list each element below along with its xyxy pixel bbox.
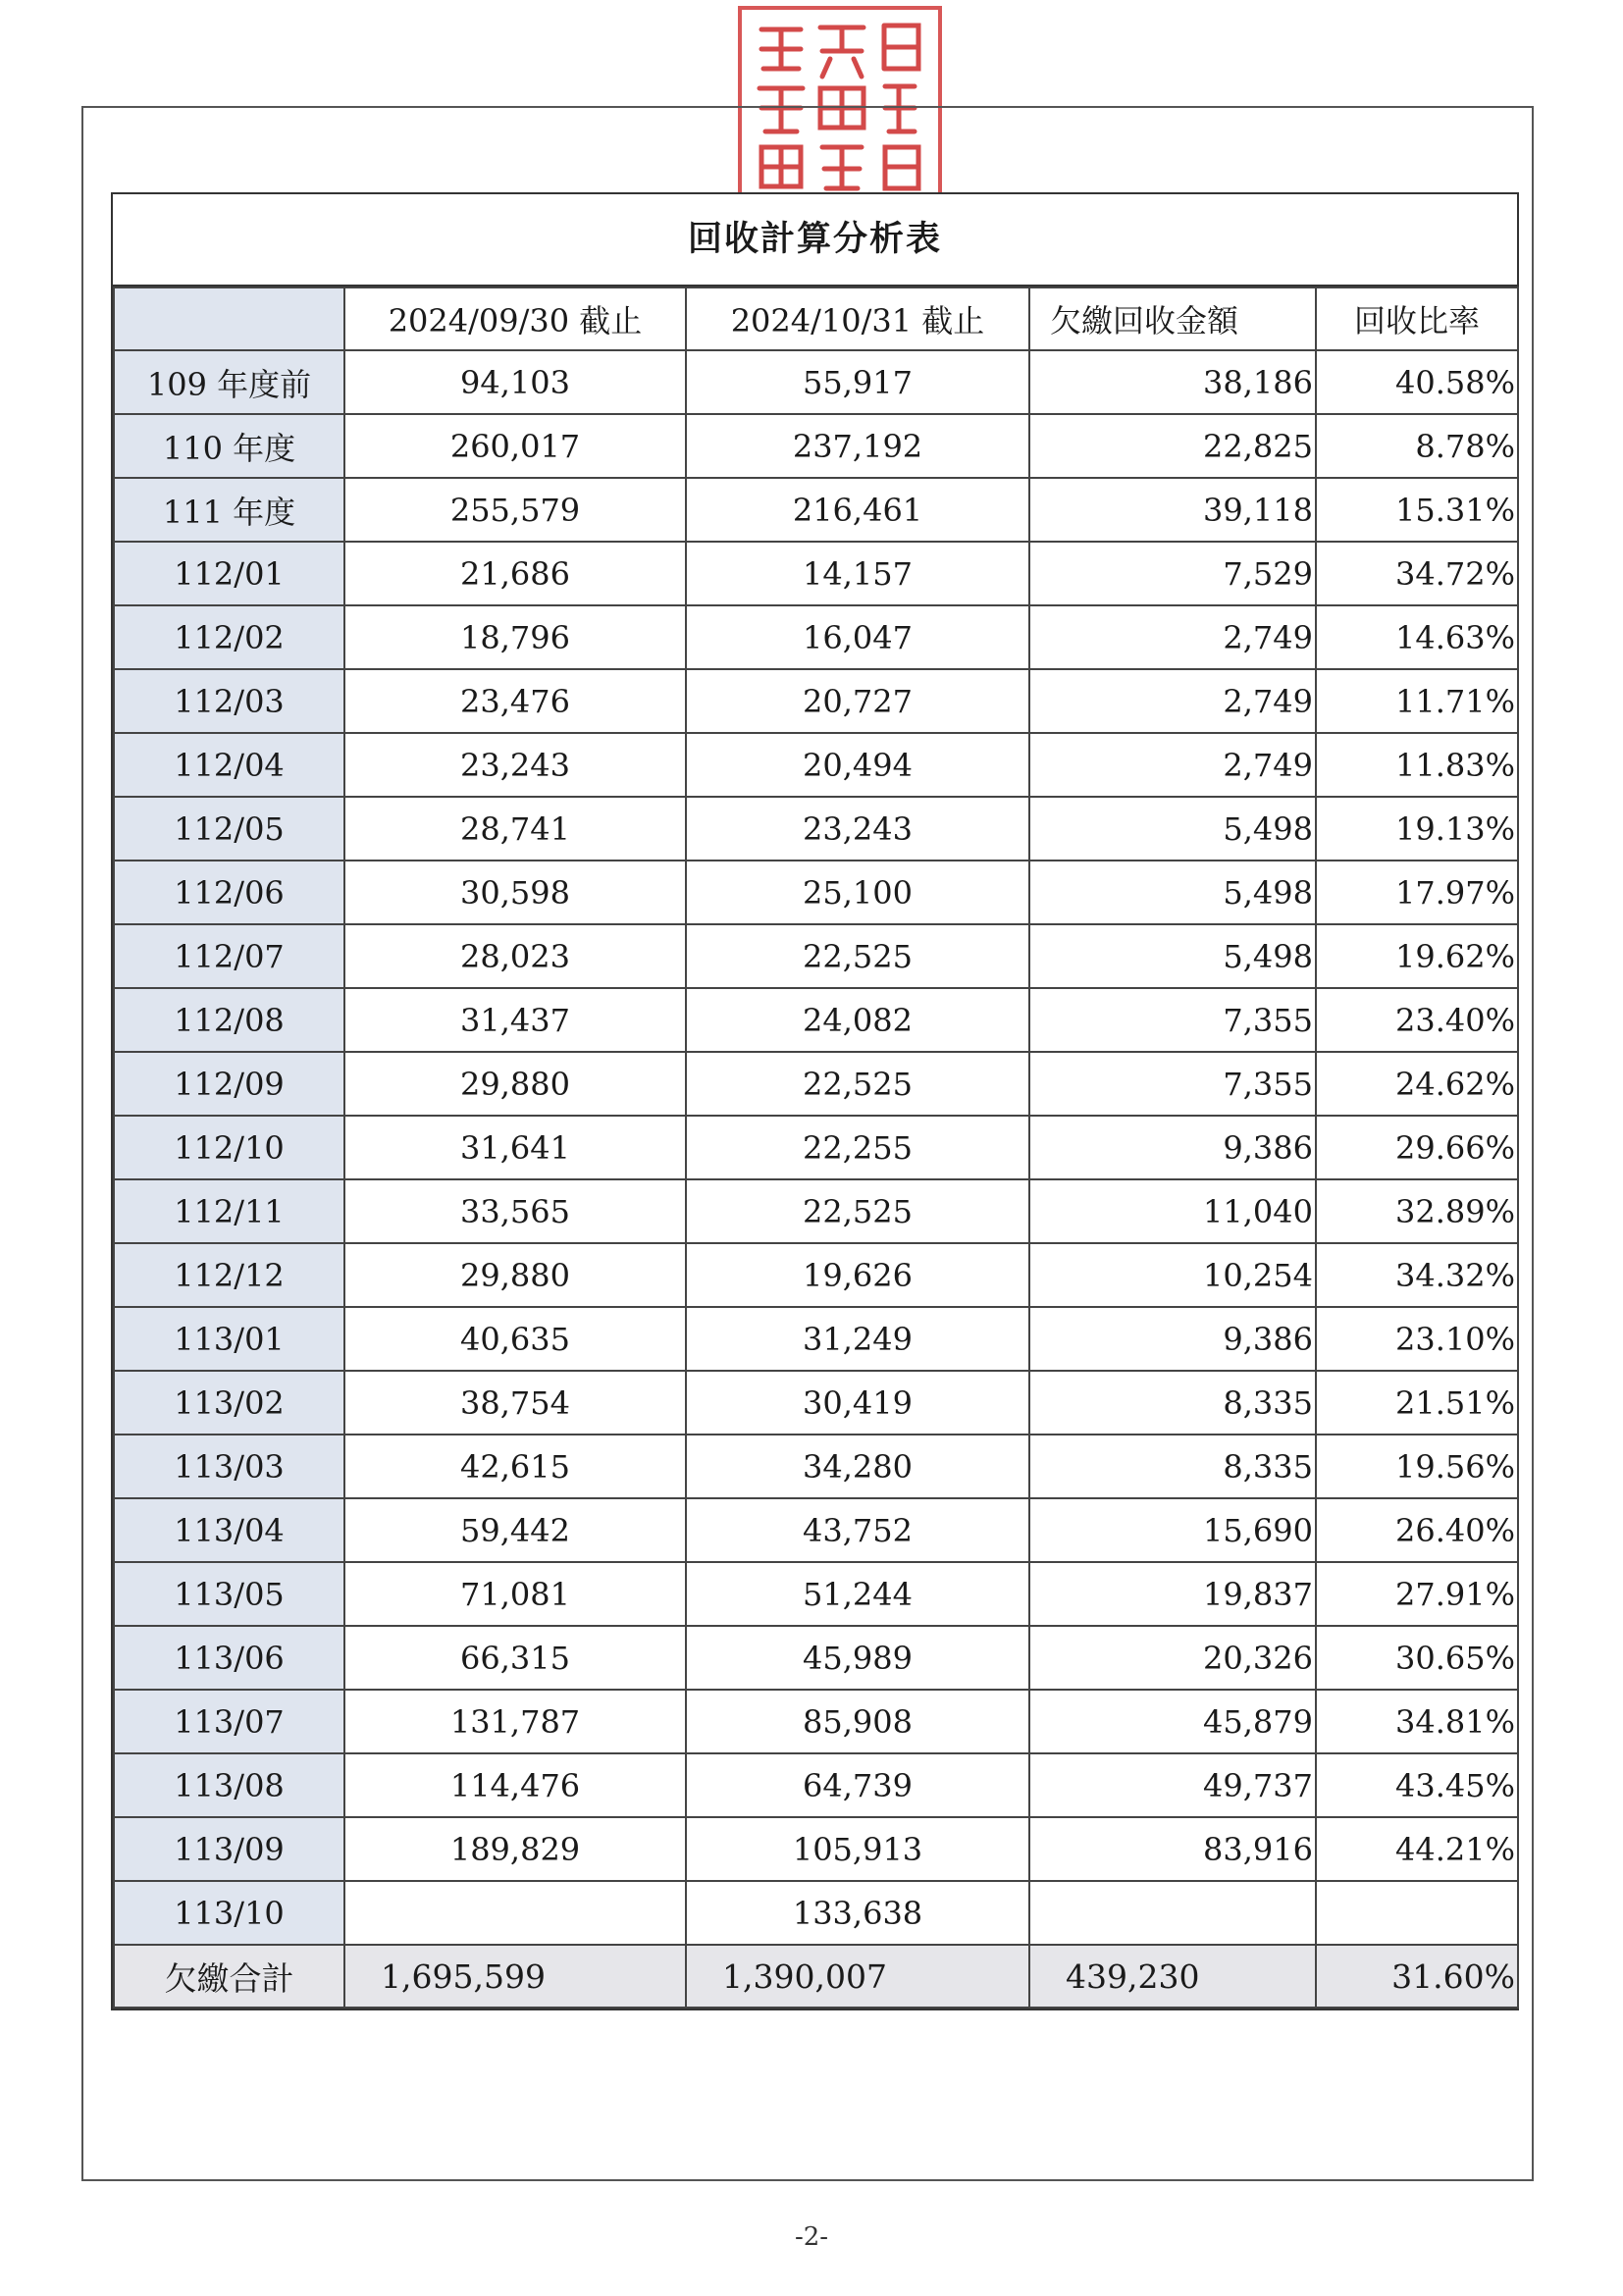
row-as-of-0930: 38,754 <box>344 1371 686 1435</box>
row-as-of-0930: 255,579 <box>344 478 686 542</box>
table-row <box>114 797 1518 861</box>
row-recovery-rate: 11.71% <box>1316 669 1518 733</box>
row-period: 112/06 <box>114 861 344 924</box>
row-recovered-amount: 8,335 <box>1029 1371 1316 1435</box>
total-as-of-1031: 1,390,007 <box>686 1945 1029 2008</box>
row-period: 113/08 <box>114 1753 344 1817</box>
table-row <box>114 1626 1518 1690</box>
row-recovered-amount: 83,916 <box>1029 1817 1316 1881</box>
row-recovered-amount <box>1029 1881 1316 1945</box>
row-recovery-rate: 44.21% <box>1316 1817 1518 1881</box>
row-as-of-1031: 20,727 <box>686 669 1029 733</box>
row-recovery-rate: 34.32% <box>1316 1243 1518 1307</box>
row-period: 110 年度 <box>114 414 344 478</box>
header-period <box>114 287 344 350</box>
row-recovery-rate: 19.62% <box>1316 924 1518 988</box>
row-as-of-0930: 131,787 <box>344 1690 686 1753</box>
row-as-of-0930: 31,641 <box>344 1116 686 1179</box>
row-as-of-1031: 45,989 <box>686 1626 1029 1690</box>
row-period: 113/10 <box>114 1881 344 1945</box>
table-row <box>114 1307 1518 1371</box>
row-recovery-rate: 27.91% <box>1316 1562 1518 1626</box>
row-recovered-amount: 15,690 <box>1029 1498 1316 1562</box>
row-recovered-amount: 39,118 <box>1029 478 1316 542</box>
row-as-of-1031: 216,461 <box>686 478 1029 542</box>
table-row <box>114 1881 1518 1945</box>
row-recovered-amount: 2,749 <box>1029 605 1316 669</box>
row-as-of-1031: 14,157 <box>686 542 1029 605</box>
row-recovery-rate: 23.40% <box>1316 988 1518 1052</box>
table-row <box>114 1817 1518 1881</box>
row-as-of-1031: 16,047 <box>686 605 1029 669</box>
row-as-of-0930: 66,315 <box>344 1626 686 1690</box>
table-row <box>114 1690 1518 1753</box>
table-row <box>114 1371 1518 1435</box>
total-recovery-rate: 31.60% <box>1316 1945 1518 2008</box>
row-as-of-0930: 260,017 <box>344 414 686 478</box>
row-recovery-rate: 8.78% <box>1316 414 1518 478</box>
table-title: 回收計算分析表 <box>113 194 1517 287</box>
row-recovery-rate: 40.58% <box>1316 350 1518 414</box>
row-recovered-amount: 2,749 <box>1029 733 1316 797</box>
row-recovered-amount: 5,498 <box>1029 797 1316 861</box>
row-recovery-rate: 11.83% <box>1316 733 1518 797</box>
row-as-of-1031: 22,525 <box>686 1179 1029 1243</box>
total-recovered-amount: 439,230 <box>1029 1945 1316 2008</box>
table-row <box>114 924 1518 988</box>
row-recovered-amount: 7,355 <box>1029 1052 1316 1116</box>
row-as-of-1031: 133,638 <box>686 1881 1029 1945</box>
row-as-of-0930: 29,880 <box>344 1052 686 1116</box>
row-as-of-0930: 42,615 <box>344 1435 686 1498</box>
row-recovered-amount: 7,355 <box>1029 988 1316 1052</box>
table-row <box>114 1435 1518 1498</box>
header-as-of-0930: 2024/09/30 截止 <box>344 287 686 350</box>
row-period: 113/03 <box>114 1435 344 1498</box>
row-period: 113/02 <box>114 1371 344 1435</box>
row-as-of-1031: 22,525 <box>686 924 1029 988</box>
row-period: 112/04 <box>114 733 344 797</box>
table-row <box>114 414 1518 478</box>
row-period: 113/06 <box>114 1626 344 1690</box>
table-row <box>114 542 1518 605</box>
row-as-of-1031: 85,908 <box>686 1690 1029 1753</box>
row-as-of-1031: 22,525 <box>686 1052 1029 1116</box>
row-recovery-rate: 43.45% <box>1316 1753 1518 1817</box>
row-as-of-0930: 59,442 <box>344 1498 686 1562</box>
row-recovered-amount: 8,335 <box>1029 1435 1316 1498</box>
row-period: 109 年度前 <box>114 350 344 414</box>
row-period: 112/12 <box>114 1243 344 1307</box>
row-recovered-amount: 38,186 <box>1029 350 1316 414</box>
table-row <box>114 988 1518 1052</box>
table-row <box>114 1116 1518 1179</box>
row-as-of-1031: 51,244 <box>686 1562 1029 1626</box>
header-as-of-1031: 2024/10/31 截止 <box>686 287 1029 350</box>
row-as-of-1031: 34,280 <box>686 1435 1029 1498</box>
row-as-of-0930: 18,796 <box>344 605 686 669</box>
row-recovered-amount: 19,837 <box>1029 1562 1316 1626</box>
row-recovered-amount: 5,498 <box>1029 861 1316 924</box>
row-recovery-rate: 32.89% <box>1316 1179 1518 1243</box>
row-as-of-0930: 94,103 <box>344 350 686 414</box>
table-row <box>114 1498 1518 1562</box>
row-recovery-rate: 23.10% <box>1316 1307 1518 1371</box>
row-period: 112/09 <box>114 1052 344 1116</box>
table-row <box>114 1179 1518 1243</box>
row-recovered-amount: 7,529 <box>1029 542 1316 605</box>
row-recovered-amount: 20,326 <box>1029 1626 1316 1690</box>
row-as-of-1031: 19,626 <box>686 1243 1029 1307</box>
row-as-of-0930: 28,741 <box>344 797 686 861</box>
table-row <box>114 478 1518 542</box>
row-recovered-amount: 2,749 <box>1029 669 1316 733</box>
row-as-of-1031: 105,913 <box>686 1817 1029 1881</box>
row-as-of-0930: 21,686 <box>344 542 686 605</box>
row-recovery-rate: 24.62% <box>1316 1052 1518 1116</box>
row-period: 112/11 <box>114 1179 344 1243</box>
row-period: 112/01 <box>114 542 344 605</box>
row-recovery-rate: 17.97% <box>1316 861 1518 924</box>
row-as-of-1031: 237,192 <box>686 414 1029 478</box>
row-period: 112/08 <box>114 988 344 1052</box>
row-period: 113/01 <box>114 1307 344 1371</box>
total-row <box>114 1945 1518 2008</box>
row-as-of-1031: 22,255 <box>686 1116 1029 1179</box>
row-period: 112/02 <box>114 605 344 669</box>
row-recovery-rate: 34.72% <box>1316 542 1518 605</box>
row-recovery-rate: 15.31% <box>1316 478 1518 542</box>
row-as-of-1031: 64,739 <box>686 1753 1029 1817</box>
row-as-of-0930: 29,880 <box>344 1243 686 1307</box>
row-as-of-0930: 33,565 <box>344 1179 686 1243</box>
row-period: 112/03 <box>114 669 344 733</box>
row-period: 111 年度 <box>114 478 344 542</box>
data-table <box>113 287 1519 2009</box>
row-recovery-rate: 29.66% <box>1316 1116 1518 1179</box>
row-period: 113/04 <box>114 1498 344 1562</box>
row-as-of-1031: 30,419 <box>686 1371 1029 1435</box>
row-recovered-amount: 5,498 <box>1029 924 1316 988</box>
table-row <box>114 669 1518 733</box>
row-as-of-1031: 55,917 <box>686 350 1029 414</box>
table-row <box>114 1243 1518 1307</box>
row-as-of-0930: 23,243 <box>344 733 686 797</box>
row-period: 113/09 <box>114 1817 344 1881</box>
total-period: 欠繳合計 <box>114 1945 344 2008</box>
row-as-of-0930: 114,476 <box>344 1753 686 1817</box>
row-as-of-0930: 71,081 <box>344 1562 686 1626</box>
row-period: 112/05 <box>114 797 344 861</box>
row-as-of-0930: 28,023 <box>344 924 686 988</box>
row-period: 113/05 <box>114 1562 344 1626</box>
row-as-of-0930: 31,437 <box>344 988 686 1052</box>
row-recovery-rate: 30.65% <box>1316 1626 1518 1690</box>
row-as-of-1031: 23,243 <box>686 797 1029 861</box>
row-recovery-rate: 19.56% <box>1316 1435 1518 1498</box>
row-as-of-0930: 189,829 <box>344 1817 686 1881</box>
row-period: 113/07 <box>114 1690 344 1753</box>
table-row <box>114 1562 1518 1626</box>
table-row <box>114 861 1518 924</box>
table-row <box>114 1753 1518 1817</box>
row-recovery-rate: 26.40% <box>1316 1498 1518 1562</box>
row-recovery-rate: 19.13% <box>1316 797 1518 861</box>
row-period: 112/07 <box>114 924 344 988</box>
row-recovered-amount: 11,040 <box>1029 1179 1316 1243</box>
recovery-analysis-table <box>111 192 1519 2010</box>
row-recovery-rate: 14.63% <box>1316 605 1518 669</box>
row-as-of-1031: 31,249 <box>686 1307 1029 1371</box>
table-row <box>114 1052 1518 1116</box>
total-as-of-0930: 1,695,599 <box>344 1945 686 2008</box>
row-recovered-amount: 22,825 <box>1029 414 1316 478</box>
row-period: 112/10 <box>114 1116 344 1179</box>
table-row <box>114 733 1518 797</box>
row-as-of-0930: 30,598 <box>344 861 686 924</box>
header-recovered-amount: 欠繳回收金額 <box>1029 287 1316 350</box>
row-recovered-amount: 45,879 <box>1029 1690 1316 1753</box>
table-row <box>114 605 1518 669</box>
row-as-of-0930: 40,635 <box>344 1307 686 1371</box>
row-recovery-rate: 21.51% <box>1316 1371 1518 1435</box>
row-as-of-1031: 43,752 <box>686 1498 1029 1562</box>
row-as-of-1031: 24,082 <box>686 988 1029 1052</box>
page-number: -2- <box>794 2222 829 2252</box>
header-row <box>114 287 1518 350</box>
header-recovery-rate: 回收比率 <box>1316 287 1518 350</box>
row-as-of-1031: 20,494 <box>686 733 1029 797</box>
table-row <box>114 350 1518 414</box>
row-recovered-amount: 49,737 <box>1029 1753 1316 1817</box>
row-as-of-0930 <box>344 1881 686 1945</box>
row-as-of-0930: 23,476 <box>344 669 686 733</box>
row-recovery-rate: 34.81% <box>1316 1690 1518 1753</box>
row-recovered-amount: 9,386 <box>1029 1307 1316 1371</box>
row-recovery-rate <box>1316 1881 1518 1945</box>
row-recovered-amount: 9,386 <box>1029 1116 1316 1179</box>
row-recovered-amount: 10,254 <box>1029 1243 1316 1307</box>
row-as-of-1031: 25,100 <box>686 861 1029 924</box>
